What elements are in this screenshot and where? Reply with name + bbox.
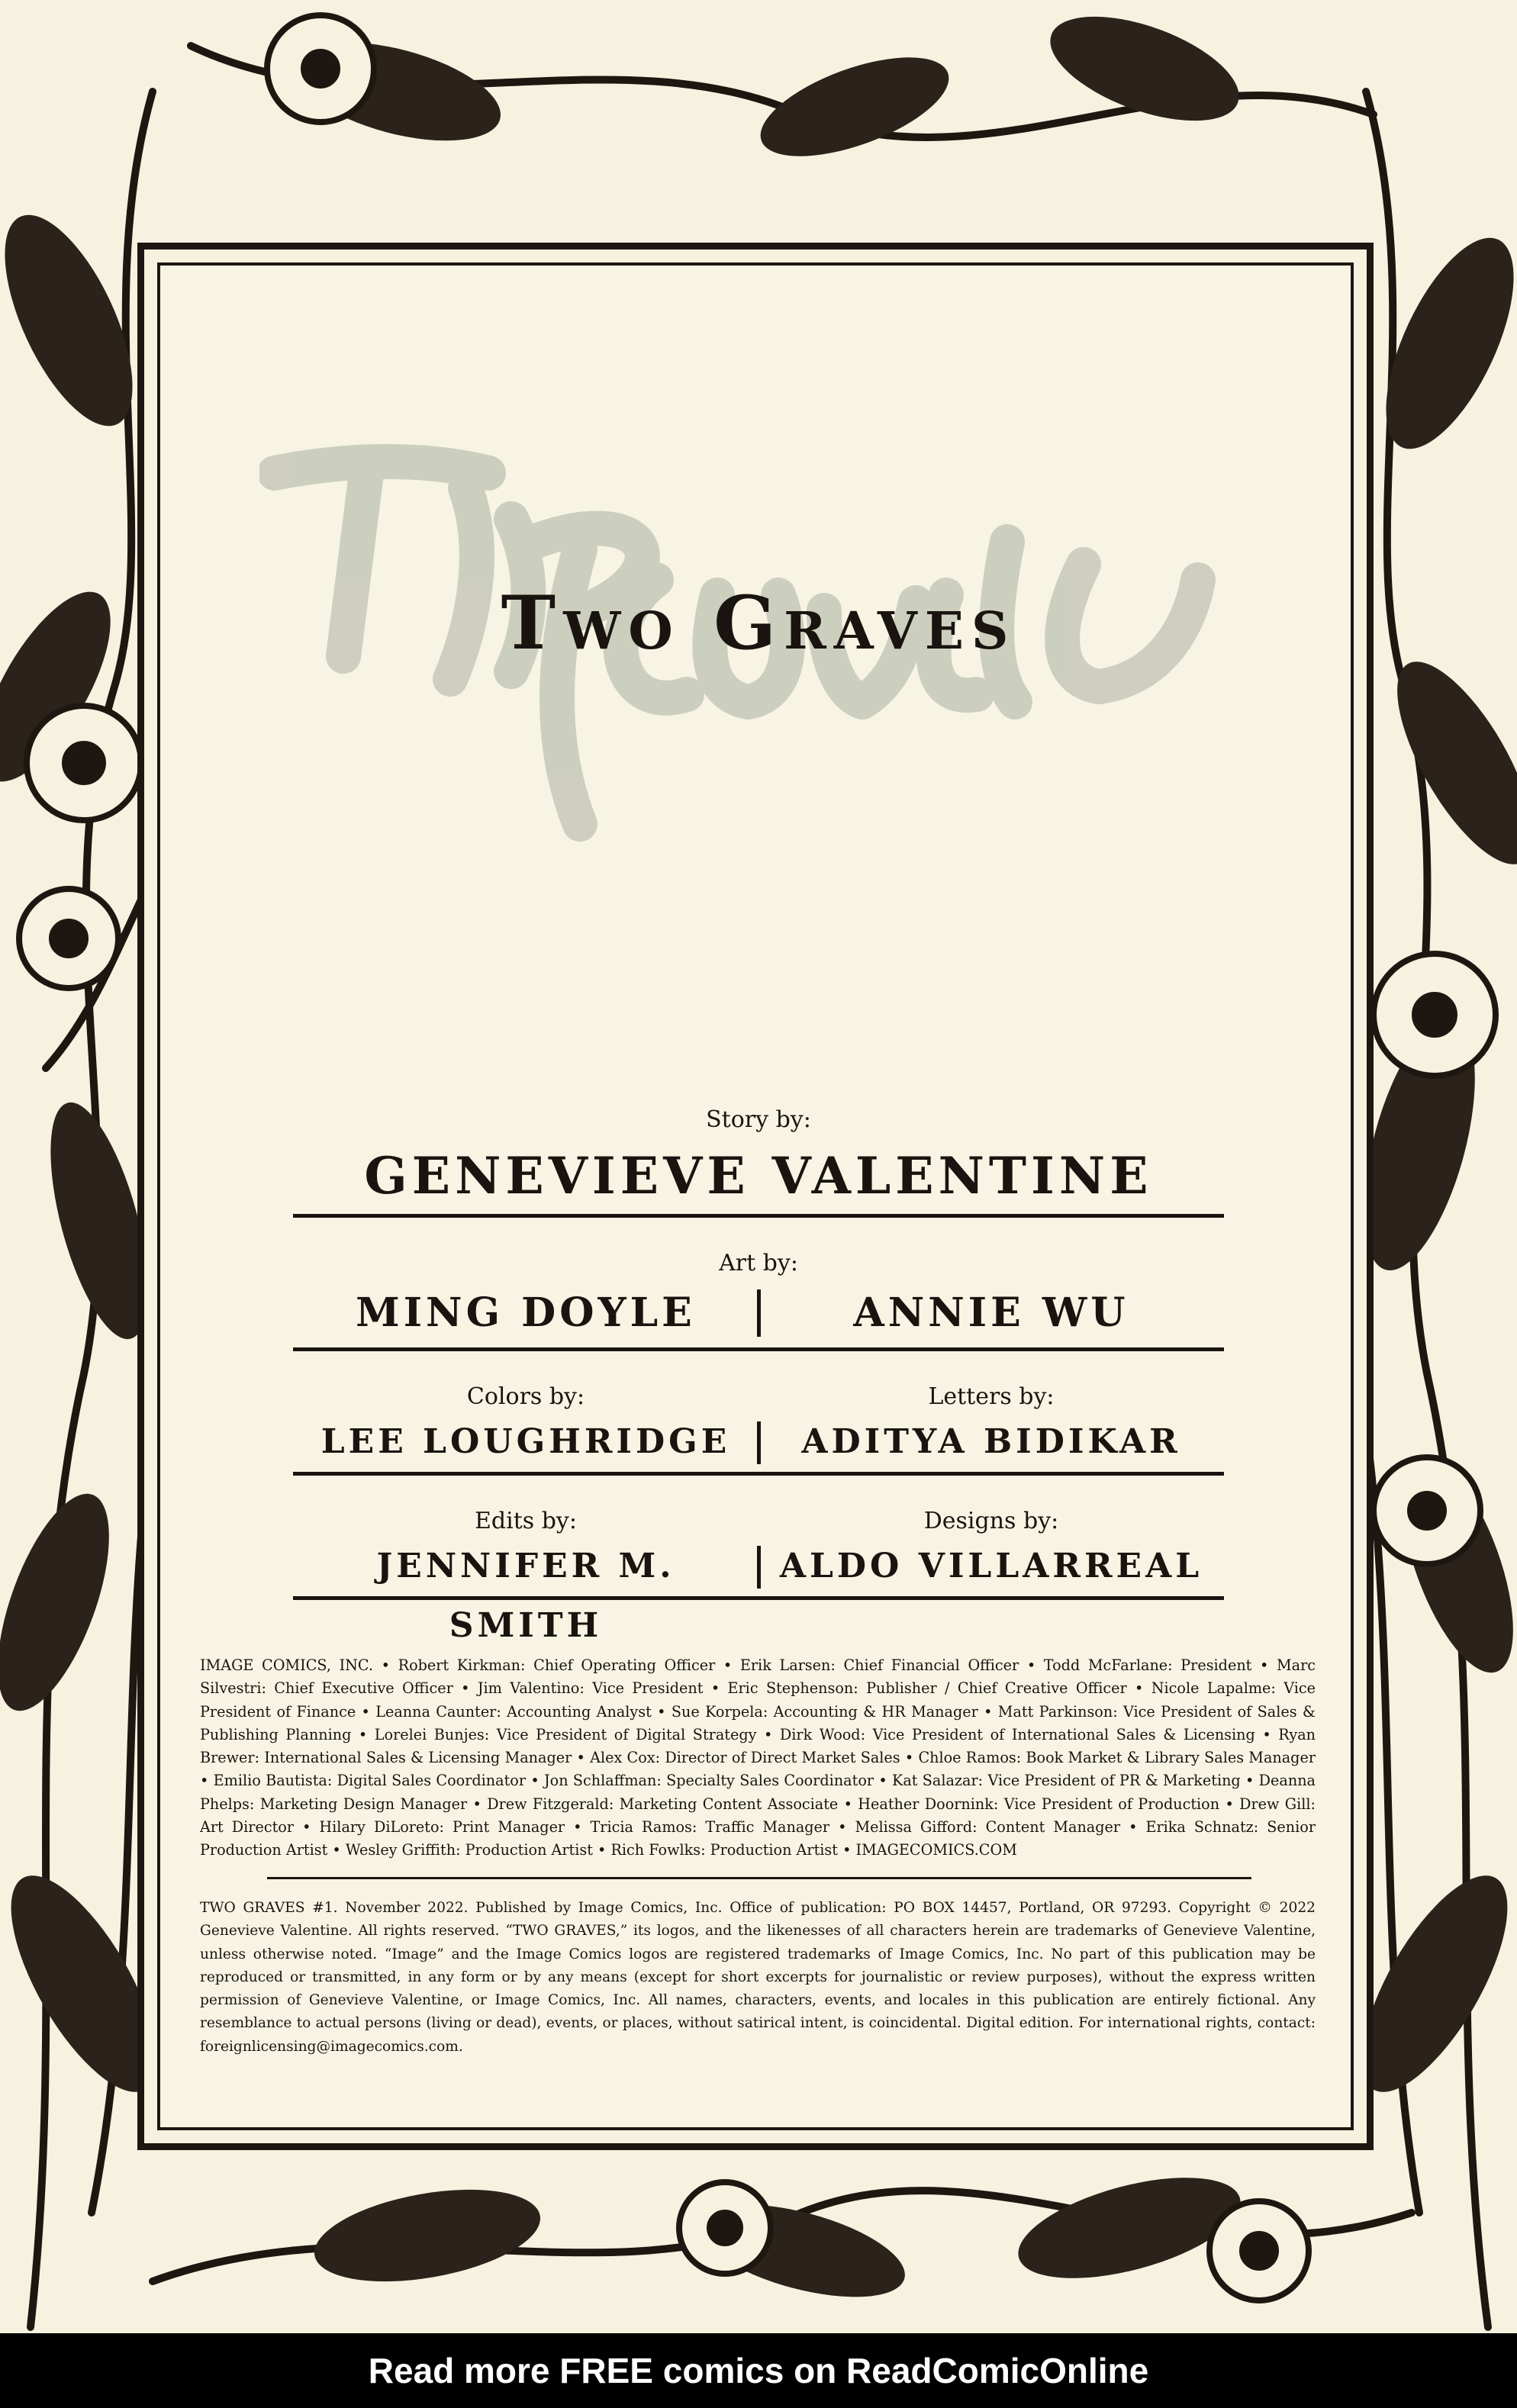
page-title: Two Graves <box>501 580 1016 666</box>
credit-divider <box>757 1546 761 1589</box>
story-label: Story by: <box>706 1106 811 1133</box>
publisher-staff-list: IMAGE COMICS, INC. • Robert Kirkman: Chief Operating Officer • Erik Larsen: Chief Financial Officer • Todd McFarlane: President • Marc Silvestri: Chief Executive Officer • Jim Valentino: Vice President • Eric Stephenson: Publisher / Chief Creative Officer • Nicole Lapalme: Vice President of Finance • Leanna Caunter: Accounting Analyst • Sue Korpela: Accounting & HR Manager • Matt Parkinson: Vice President of Sales & Publishing Planning • Lorelei Bunjes: Vice President of Digital Strategy • Dirk Wood: Vice President of International Sales & Licensing • Ryan Brewer: International Sales & Licensing Manager • Alex Cox: Director of Direct Market Sales • Chloe Ramos: Book Market & Library Sales Manager • Emilio Bautista: Digital Sales Coordinator • Jon Schlaffman: Specialty Sales Coordinator • Kat Salazar: Vice President of PR & Marketing • Deanna Phelps: Marketing Design Manager • Drew Fitzgerald: Marketing Content Associate • Heather Doornink: Vice President of Production • Drew Gill: Art Director • Hilary DiLoreto: Print Manager • Tricia Ramos: Traffic Manager • Melissa Gifford: Content Manager • Erika Schnatz: Senior Production Artist • Wesley Griffith: Production Artist • Rich Fowlks: Production Artist • IMAGECOMICS.COM <box>200 1656 1316 1859</box>
edits-name: JENNIFER M. SMITH <box>376 1547 675 1645</box>
art-name-1: MING DOYLE <box>356 1289 696 1336</box>
edits-designs-label-row <box>293 1494 1224 1537</box>
promo-footer-banner[interactable]: Read more FREE comics on ReadComicOnline <box>0 2333 1517 2408</box>
credits-block <box>293 1103 1224 1645</box>
edits-label: Edits by: <box>475 1508 577 1534</box>
letters-name: ADITYA BIDIKAR <box>801 1422 1181 1461</box>
credit-divider <box>757 1421 761 1464</box>
section-divider <box>267 1877 1251 1879</box>
colors-letters-label-row <box>293 1370 1224 1412</box>
colors-name: LEE LOUGHRIDGE <box>320 1422 731 1461</box>
art-names-row <box>293 1279 1224 1351</box>
art-label: Art by: <box>719 1250 798 1276</box>
designs-label: Designs by: <box>923 1508 1059 1534</box>
designs-name: ALDO VILLARREAL <box>779 1547 1203 1585</box>
art-label-row <box>293 1236 1224 1279</box>
legal-notice: TWO GRAVES #1. November 2022. Published by Image Comics, Inc. Office of publication: PO BOX 14457, Portland, OR 97293. Copyright © 2022 Genevieve Valentine. All rights reserved. “TWO GRAVES,” its logos, and the likenesses of all characters herein are trademarks of Genevieve Valentine, unless otherwise noted. “Image” and the Image Comics logos are registered trademarks of Image Comics, Inc. No part of this publication may be reproduced or transmitted, in any form or by any means (except for short excerpts for journalistic or review purposes), without the express written permission of Genevieve Valentine, or Image Comics, Inc. All names, characters, events, and locales in this publication are entirely fictional. Any resemblance to actual persons (living or dead), events, or places, without satirical intent, is coincidental. Digital edition. For international rights, contact: foreignlicensing@imagecomics.com. <box>200 1900 1316 2055</box>
letters-label: Letters by: <box>928 1383 1055 1410</box>
story-name: GENEVIEVE VALENTINE <box>293 1138 1224 1218</box>
colors-letters-row <box>293 1412 1224 1476</box>
credit-divider <box>757 1289 761 1337</box>
colors-label: Colors by: <box>466 1383 585 1410</box>
edits-designs-row <box>293 1537 1224 1645</box>
art-name-2: ANNIE WU <box>853 1289 1129 1336</box>
